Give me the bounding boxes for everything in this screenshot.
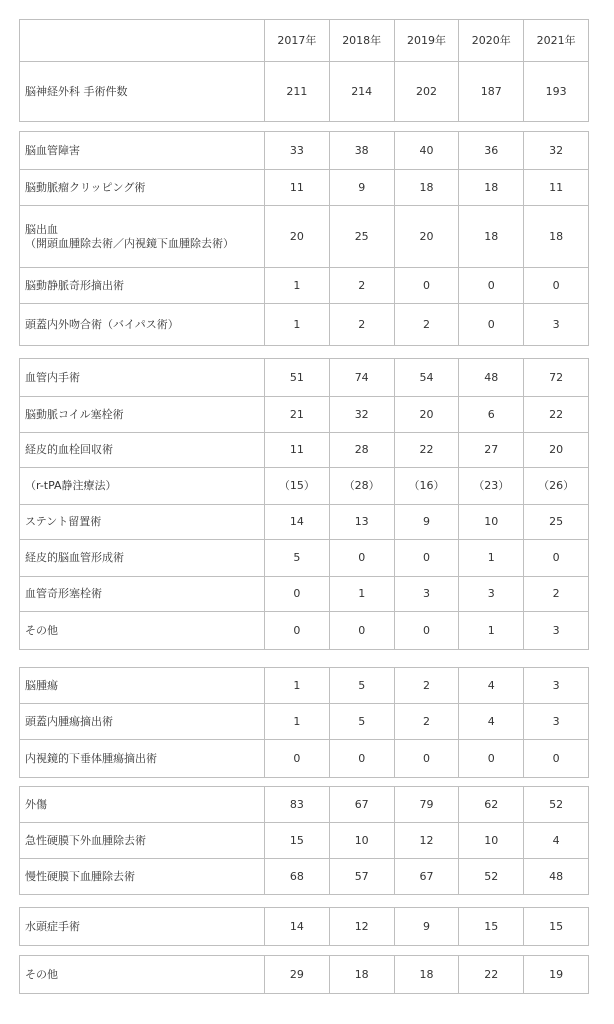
value-cell: （23） — [459, 468, 524, 505]
value-cell: 74 — [329, 359, 394, 397]
row-label-subtext: （開頭血腫除去術／内視鏡下血腫除去術） — [25, 236, 234, 250]
table-section — [19, 955, 589, 994]
value-cell: 32 — [524, 132, 589, 170]
row-label-cell — [20, 577, 265, 612]
row-label: 慢性硬膜下血腫除去術 — [25, 869, 135, 883]
table-row — [20, 170, 589, 206]
value-cell: 2 — [329, 304, 394, 346]
row-label-cell — [20, 468, 265, 505]
table-section — [19, 19, 589, 122]
value-cell: 3 — [524, 704, 589, 740]
table-row — [20, 468, 589, 505]
value-cell: 10 — [459, 505, 524, 540]
value-cell: 0 — [394, 740, 459, 778]
value-cell: 1 — [459, 540, 524, 577]
header-corner-cell — [20, 20, 265, 62]
value-cell: 22 — [459, 956, 524, 994]
row-label: 脳動脈コイル塞栓術 — [25, 407, 124, 421]
table-row — [20, 908, 589, 946]
value-cell: 2 — [394, 668, 459, 704]
value-cell: 4 — [524, 823, 589, 859]
table-section — [19, 907, 589, 946]
year-header: 2021年 — [524, 20, 589, 62]
row-label: 血管内手術 — [25, 370, 80, 384]
value-cell: 6 — [459, 397, 524, 433]
value-cell: 4 — [459, 704, 524, 740]
row-label-cell — [20, 359, 265, 397]
value-cell: 79 — [394, 787, 459, 823]
value-cell: 10 — [329, 823, 394, 859]
value-cell: 3 — [524, 612, 589, 650]
value-cell: 54 — [394, 359, 459, 397]
row-label-cell — [20, 823, 265, 859]
year-header: 2020年 — [459, 20, 524, 62]
value-cell: 0 — [524, 740, 589, 778]
row-label-cell — [20, 908, 265, 946]
table-row — [20, 132, 589, 170]
value-cell: 0 — [394, 540, 459, 577]
value-cell: 0 — [459, 304, 524, 346]
value-cell: 0 — [329, 740, 394, 778]
value-cell: 25 — [524, 505, 589, 540]
value-cell: 1 — [265, 268, 330, 304]
table-section — [19, 667, 589, 778]
row-label-cell — [20, 433, 265, 468]
row-label: その他 — [25, 967, 58, 981]
value-cell: 0 — [329, 612, 394, 650]
value-cell: 67 — [329, 787, 394, 823]
value-cell: 15 — [265, 823, 330, 859]
value-cell: 193 — [524, 62, 589, 122]
table-section — [19, 131, 589, 346]
value-cell: 2 — [329, 268, 394, 304]
year-header: 2019年 — [394, 20, 459, 62]
table-row — [20, 268, 589, 304]
value-cell: 18 — [394, 956, 459, 994]
value-cell: 12 — [329, 908, 394, 946]
row-label: 内視鏡的下垂体腫瘍摘出術 — [25, 751, 157, 765]
value-cell: 20 — [265, 206, 330, 268]
row-label: 血管奇形塞栓術 — [25, 587, 102, 600]
row-label-cell — [20, 206, 265, 268]
row-label: 脳出血 — [25, 222, 58, 236]
row-label-cell — [20, 956, 265, 994]
value-cell: 67 — [394, 859, 459, 895]
row-label-cell — [20, 704, 265, 740]
value-cell: （15） — [265, 468, 330, 505]
table-row — [20, 577, 589, 612]
value-cell: 14 — [265, 908, 330, 946]
row-label-cell — [20, 62, 265, 122]
value-cell: 20 — [394, 397, 459, 433]
value-cell: 4 — [459, 668, 524, 704]
value-cell: 27 — [459, 433, 524, 468]
value-cell: 5 — [265, 540, 330, 577]
table-row — [20, 433, 589, 468]
row-label-cell — [20, 612, 265, 650]
value-cell: 13 — [329, 505, 394, 540]
table-section — [19, 358, 589, 650]
value-cell: 15 — [524, 908, 589, 946]
value-cell: 2 — [394, 304, 459, 346]
value-cell: 51 — [265, 359, 330, 397]
value-cell: 48 — [524, 859, 589, 895]
value-cell: 5 — [329, 704, 394, 740]
value-cell: 18 — [459, 170, 524, 206]
row-label-cell — [20, 740, 265, 778]
table-row — [20, 787, 589, 823]
value-cell: 3 — [524, 304, 589, 346]
value-cell: 0 — [524, 540, 589, 577]
value-cell: 68 — [265, 859, 330, 895]
value-cell: 0 — [329, 540, 394, 577]
row-label-cell — [20, 304, 265, 346]
row-label-cell — [20, 132, 265, 170]
value-cell: 33 — [265, 132, 330, 170]
row-label: 外傷 — [25, 797, 47, 811]
value-cell: 15 — [459, 908, 524, 946]
value-cell: 2 — [524, 577, 589, 612]
value-cell: （26） — [524, 468, 589, 505]
table-row — [20, 859, 589, 895]
value-cell: 12 — [394, 823, 459, 859]
value-cell: （16） — [394, 468, 459, 505]
value-cell: 5 — [329, 668, 394, 704]
value-cell: 11 — [265, 170, 330, 206]
row-label: その他 — [25, 623, 58, 637]
row-label: 頭蓋内外吻合術（バイパス術） — [25, 317, 179, 331]
value-cell: 0 — [265, 740, 330, 778]
value-cell: 1 — [329, 577, 394, 612]
value-cell: 22 — [524, 397, 589, 433]
row-label: 経皮的血栓回収術 — [25, 443, 113, 456]
value-cell: 0 — [265, 577, 330, 612]
value-cell: 18 — [459, 206, 524, 268]
row-label: （r-tPA静注療法） — [25, 479, 117, 492]
table-row — [20, 956, 589, 994]
value-cell: 2 — [394, 704, 459, 740]
value-cell: 28 — [329, 433, 394, 468]
row-label: 脳血管障害 — [25, 143, 80, 157]
value-cell: 29 — [265, 956, 330, 994]
value-cell: 20 — [524, 433, 589, 468]
row-label-cell — [20, 859, 265, 895]
table-row — [20, 62, 589, 122]
table-row — [20, 505, 589, 540]
value-cell: 1 — [265, 704, 330, 740]
value-cell: 3 — [524, 668, 589, 704]
table-row — [20, 397, 589, 433]
value-cell: 1 — [265, 668, 330, 704]
row-label: 脳腫瘍 — [25, 678, 58, 692]
value-cell: 36 — [459, 132, 524, 170]
row-label-cell — [20, 397, 265, 433]
value-cell: 18 — [329, 956, 394, 994]
value-cell: 18 — [394, 170, 459, 206]
table-section — [19, 786, 589, 895]
value-cell: 52 — [459, 859, 524, 895]
value-cell: 11 — [524, 170, 589, 206]
value-cell: 0 — [459, 268, 524, 304]
header-row — [20, 20, 589, 62]
value-cell: 38 — [329, 132, 394, 170]
value-cell: 187 — [459, 62, 524, 122]
table-row — [20, 823, 589, 859]
value-cell: 25 — [329, 206, 394, 268]
value-cell: 32 — [329, 397, 394, 433]
value-cell: 0 — [394, 612, 459, 650]
value-cell: （28） — [329, 468, 394, 505]
row-label-cell — [20, 787, 265, 823]
table-row — [20, 612, 589, 650]
table-row — [20, 704, 589, 740]
value-cell: 0 — [524, 268, 589, 304]
row-label-cell — [20, 505, 265, 540]
value-cell: 9 — [329, 170, 394, 206]
table-row — [20, 540, 589, 577]
value-cell: 0 — [394, 268, 459, 304]
row-label: 急性硬膜下外血腫除去術 — [25, 833, 146, 847]
year-header: 2017年 — [265, 20, 330, 62]
value-cell: 3 — [394, 577, 459, 612]
value-cell: 40 — [394, 132, 459, 170]
value-cell: 1 — [265, 304, 330, 346]
value-cell: 20 — [394, 206, 459, 268]
row-label-cell — [20, 540, 265, 577]
row-label: ステント留置術 — [25, 515, 102, 528]
value-cell: 0 — [265, 612, 330, 650]
value-cell: 214 — [329, 62, 394, 122]
table-row — [20, 304, 589, 346]
row-label: 脳動脈瘤クリッピング術 — [25, 180, 146, 194]
table-row — [20, 740, 589, 778]
value-cell: 19 — [524, 956, 589, 994]
value-cell: 57 — [329, 859, 394, 895]
row-label: 脳神経外科 手術件数 — [25, 84, 128, 98]
value-cell: 1 — [459, 612, 524, 650]
value-cell: 72 — [524, 359, 589, 397]
value-cell: 0 — [459, 740, 524, 778]
value-cell: 48 — [459, 359, 524, 397]
value-cell: 62 — [459, 787, 524, 823]
row-label: 水頭症手術 — [25, 919, 80, 933]
table-row — [20, 668, 589, 704]
value-cell: 9 — [394, 908, 459, 946]
value-cell: 18 — [524, 206, 589, 268]
row-label-cell — [20, 268, 265, 304]
year-header: 2018年 — [329, 20, 394, 62]
value-cell: 202 — [394, 62, 459, 122]
row-label: 頭蓋内腫瘍摘出術 — [25, 714, 113, 728]
row-label-cell — [20, 668, 265, 704]
table-row — [20, 359, 589, 397]
value-cell: 3 — [459, 577, 524, 612]
row-label-cell — [20, 170, 265, 206]
value-cell: 9 — [394, 505, 459, 540]
value-cell: 52 — [524, 787, 589, 823]
value-cell: 10 — [459, 823, 524, 859]
value-cell: 11 — [265, 433, 330, 468]
row-label: 脳動静脈奇形摘出術 — [25, 278, 124, 292]
value-cell: 21 — [265, 397, 330, 433]
value-cell: 83 — [265, 787, 330, 823]
value-cell: 22 — [394, 433, 459, 468]
row-label: 経皮的脳血管形成術 — [25, 551, 124, 564]
value-cell: 14 — [265, 505, 330, 540]
value-cell: 211 — [265, 62, 330, 122]
table-row — [20, 206, 589, 268]
